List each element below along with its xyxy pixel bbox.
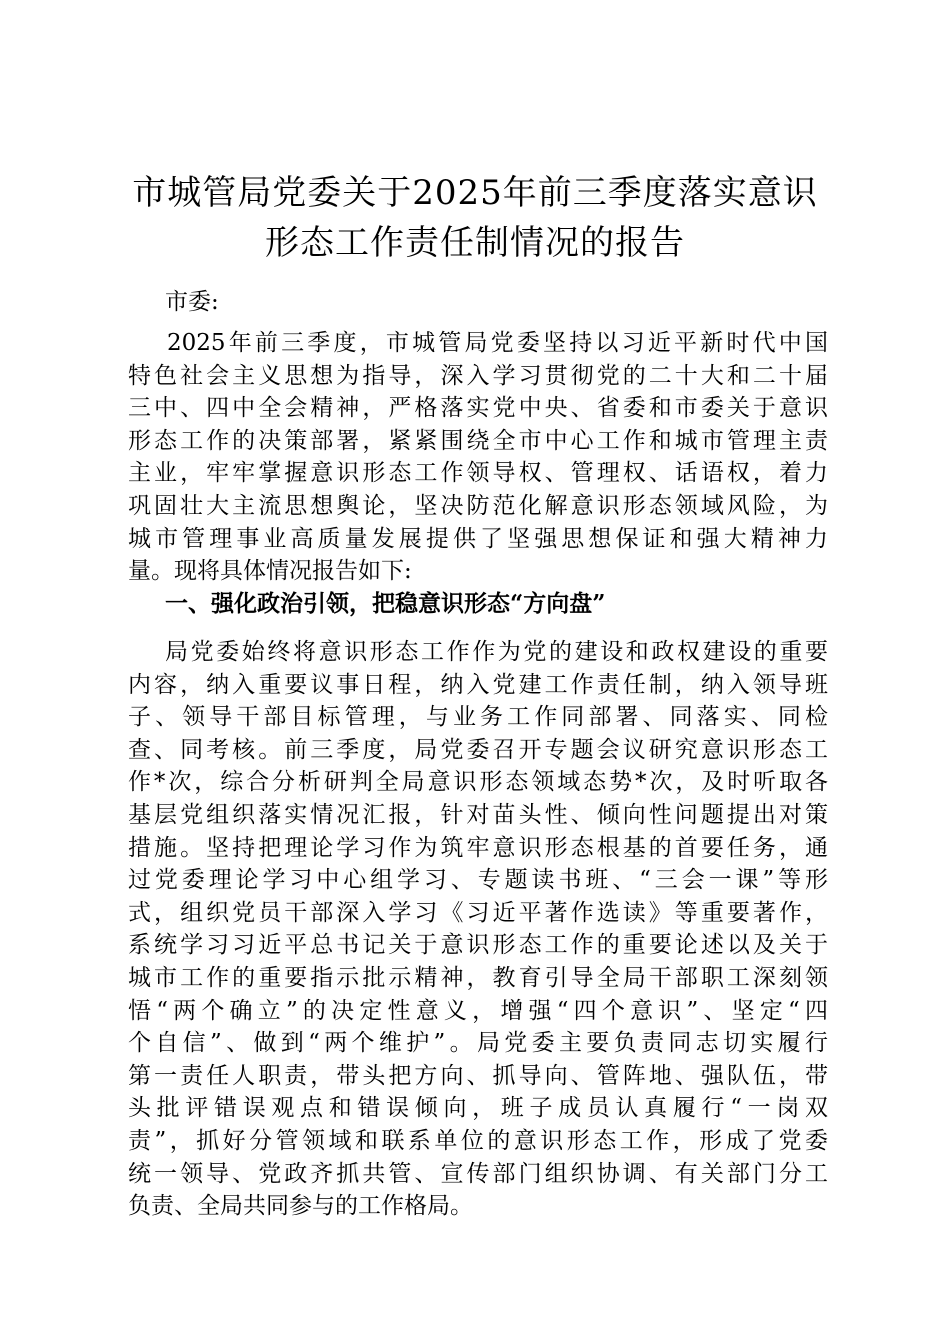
paragraph-line: 个自信”、做到“两个维护”。局党委主要负责同志切实履行 bbox=[128, 1030, 828, 1057]
paragraph-line: 查、同考核。前三季度，局党委召开专题会议研究意识形态工 bbox=[128, 736, 828, 763]
intro-paragraph bbox=[128, 327, 828, 588]
paragraph-line: 式，组织党员干部深入学习《习近平著作选读》等重要著作， bbox=[128, 899, 828, 926]
section-heading: 一、强化政治引领，把稳意识形态“方向盘” bbox=[165, 590, 606, 617]
salutation: 市委: bbox=[165, 289, 219, 315]
title-line: 形态工作责任制情况的报告 bbox=[265, 223, 685, 263]
paragraph-line: 统一领导、党政齐抓共管、宣传部门组织协调、有关部门分工 bbox=[128, 1160, 828, 1187]
paragraph-line: 作*次，综合分析研判全局意识形态领域态势*次，及时听取各 bbox=[128, 769, 828, 796]
paragraph-line: 负责、全局共同参与的工作格局。 bbox=[128, 1193, 473, 1220]
paragraph-line: 城市工作的重要指示批示精神，教育引导全局干部职工深刻领 bbox=[128, 964, 828, 991]
paragraph-line: 特色社会主义思想为指导，深入学习贯彻党的二十大和二十届 bbox=[128, 362, 828, 389]
paragraph-line: 局党委始终将意识形态工作作为党的建设和政权建设的重要 bbox=[165, 639, 828, 665]
document-title bbox=[110, 168, 840, 268]
paragraph-line: 主业，牢牢掌握意识形态工作领导权、管理权、话语权，着力 bbox=[128, 460, 828, 487]
paragraph-line: 形态工作的决策部署，紧紧围绕全市中心工作和城市管理主责 bbox=[128, 427, 828, 454]
paragraph-line: 三中、四中全会精神，严格落实党中央、省委和市委关于意识 bbox=[128, 395, 828, 422]
paragraph-line: 2025年前三季度，市城管局党委坚持以习近平新时代中国 bbox=[167, 330, 828, 356]
paragraph-line: 第一责任人职责，带头把方向、抓导向、管阵地、强队伍，带 bbox=[128, 1062, 828, 1089]
paragraph-line: 巩固壮大主流思想舆论，坚决防范化解意识形态领域风险，为 bbox=[128, 492, 828, 519]
paragraph-line: 措施。坚持把理论学习作为筑牢意识形态根基的首要任务，通 bbox=[128, 834, 828, 861]
paragraph-line: 系统学习习近平总书记关于意识形态工作的重要论述以及关于 bbox=[128, 932, 828, 959]
paragraph-line: 悟“两个确立”的决定性意义，增强“四个意识”、坚定“四 bbox=[128, 997, 828, 1024]
paragraph-line: 子、领导干部目标管理，与业务工作同部署、同落实、同检 bbox=[128, 704, 828, 731]
paragraph-line: 过党委理论学习中心组学习、专题读书班、“三会一课”等形 bbox=[128, 867, 828, 894]
paragraph-line: 内容，纳入重要议事日程，纳入党建工作责任制，纳入领导班 bbox=[128, 671, 828, 698]
paragraph-line: 头批评错误观点和错误倾向，班子成员认真履行“一岗双 bbox=[128, 1095, 828, 1122]
paragraph-line: 基层党组织落实情况汇报，针对苗头性、倾向性问题提出对策 bbox=[128, 801, 828, 828]
title-line: 市城管局党委关于2025年前三季度落实意识 bbox=[132, 173, 818, 213]
paragraph-line: 城市管理事业高质量发展提供了坚强思想保证和强大精神力 bbox=[128, 525, 828, 552]
section-paragraph bbox=[128, 636, 828, 1223]
paragraph-line: 责”，抓好分管领域和联系单位的意识形态工作，形成了党委 bbox=[128, 1127, 828, 1154]
paragraph-line: 量。现将具体情况报告如下: bbox=[128, 558, 412, 585]
